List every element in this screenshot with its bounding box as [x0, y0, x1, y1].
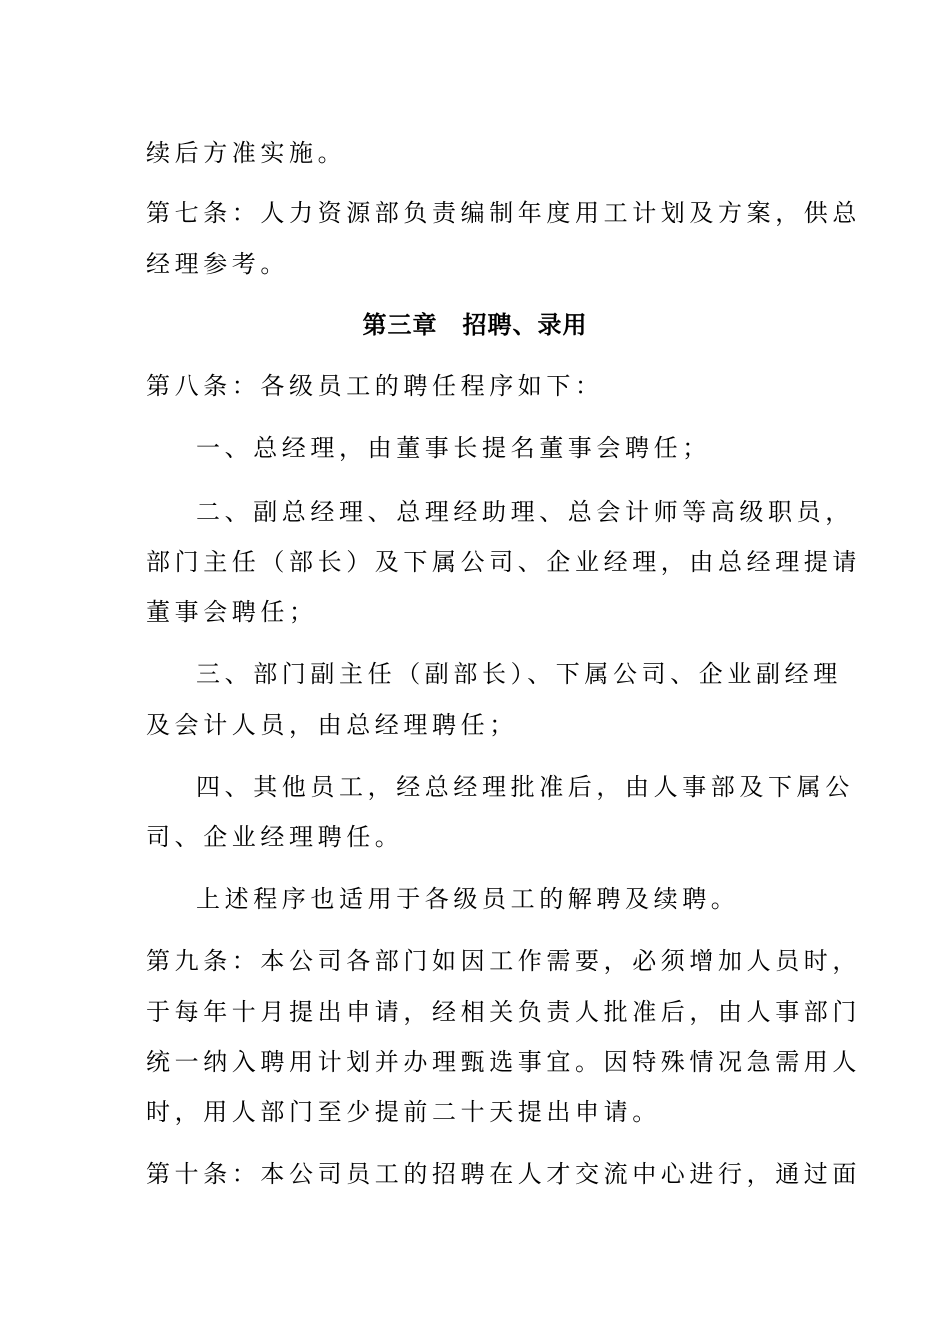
article-9-line-1: 第九条：本公司各部门如因工作需要，必须增加人员时， — [146, 947, 861, 975]
list-item-2-line-3: 董事会聘任； — [146, 598, 318, 626]
list-item-3-line-2: 及会计人员，由总经理聘任； — [146, 711, 518, 739]
chapter-heading: 第三章 招聘、录用 — [362, 310, 588, 339]
list-item-2-line-2: 部门主任（部长）及下属公司、企业经理，由总经理提请 — [146, 548, 861, 576]
list-item-3-line-1: 三、部门副主任（副部长）、下属公司、企业副经理 — [196, 660, 842, 688]
list-item-4-line-2: 司、企业经理聘任。 — [146, 823, 404, 851]
list-item-2-line-1: 二、副总经理、总理经助理、总会计师等高级职员， — [196, 498, 854, 526]
article-9-line-2: 于每年十月提出申请，经相关负责人批准后，由人事部门 — [146, 998, 861, 1026]
paragraph-line: 续后方准实施。 — [146, 139, 347, 167]
article-7-line-2: 经理参考。 — [146, 250, 289, 278]
list-item-4-line-1: 四、其他员工，经总经理批准后，由人事部及下属公 — [196, 773, 854, 801]
note-line: 上述程序也适用于各级员工的解聘及续聘。 — [196, 885, 740, 913]
article-9-line-3: 统一纳入聘用计划并办理甄选事宜。因特殊情况急需用人 — [146, 1048, 861, 1076]
list-item-1: 一、总经理，由董事长提名董事会聘任； — [196, 434, 711, 462]
article-8-line-1: 第八条：各级员工的聘任程序如下： — [146, 372, 604, 400]
article-7-line-1: 第七条：人力资源部负责编制年度用工计划及方案，供总 — [146, 199, 861, 227]
article-9-line-4: 时，用人部门至少提前二十天提出申请。 — [146, 1098, 661, 1126]
article-10-line-1: 第十条：本公司员工的招聘在人才交流中心进行，通过面 — [146, 1160, 861, 1188]
